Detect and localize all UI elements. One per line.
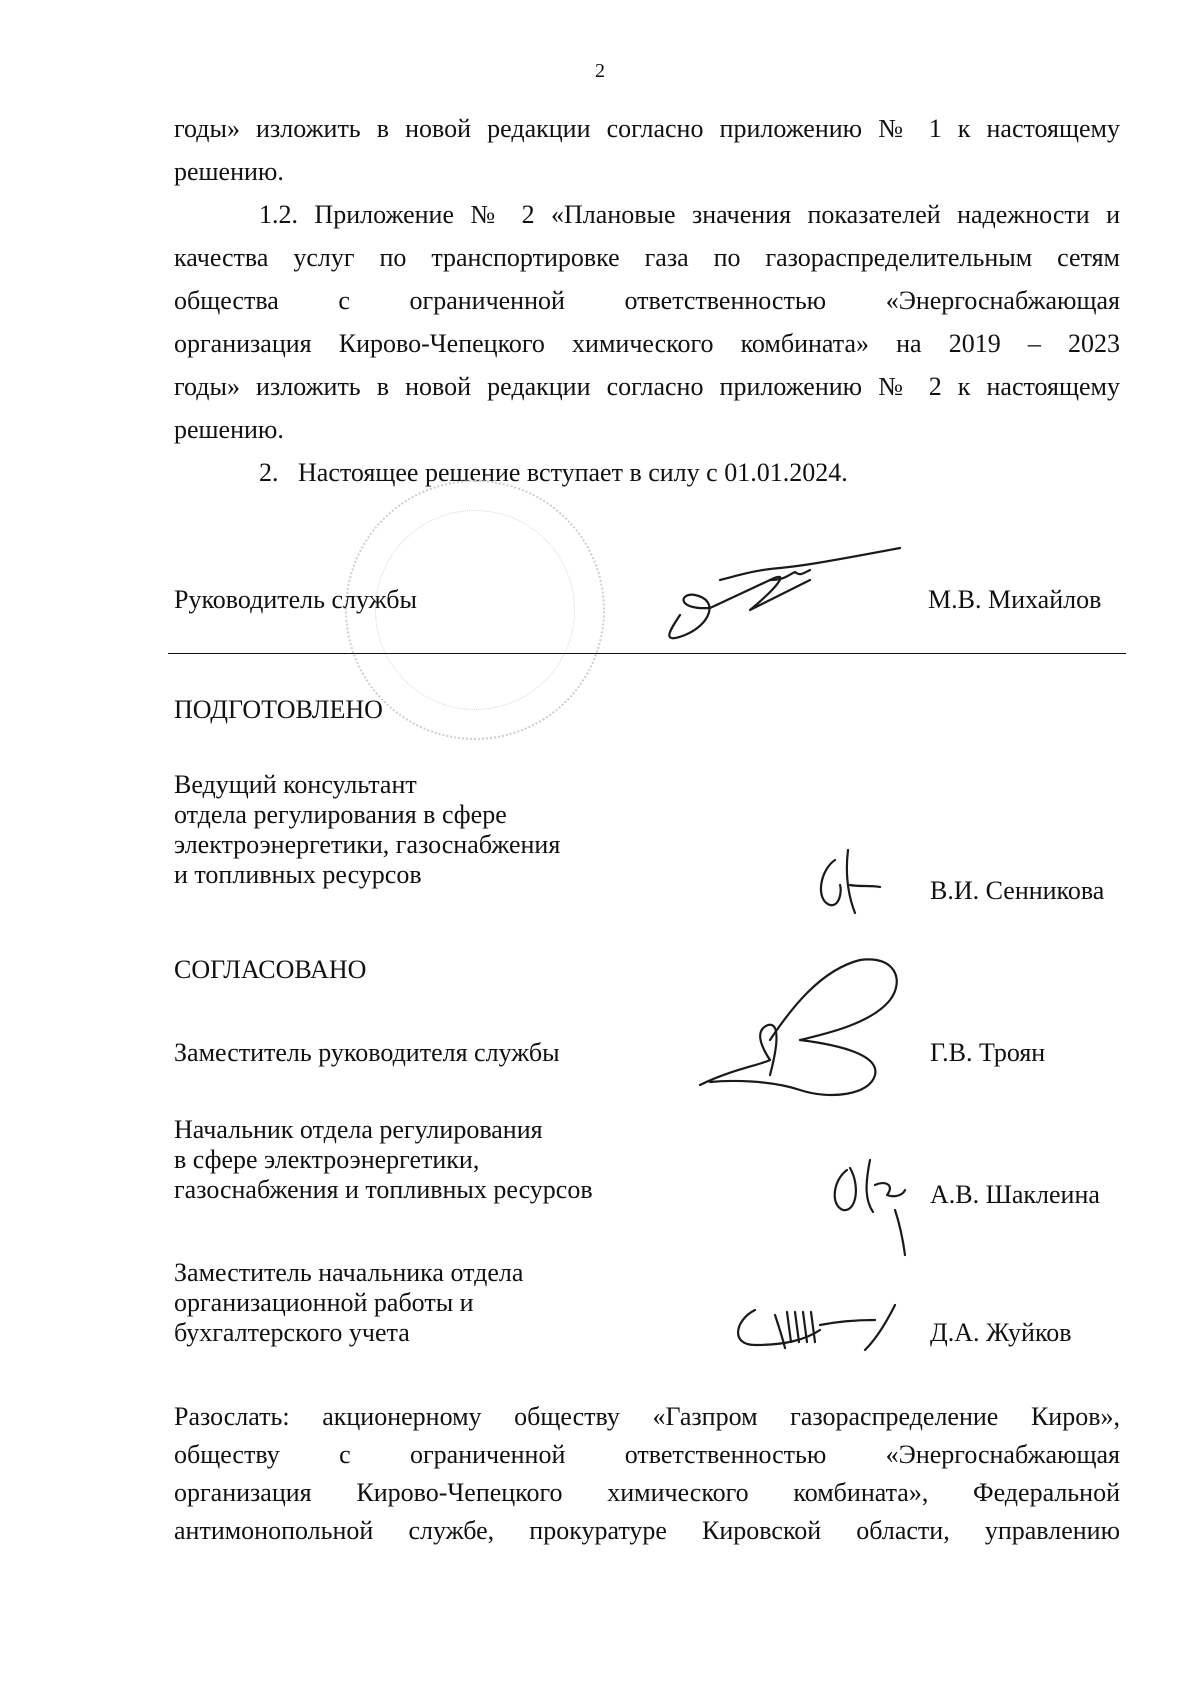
position-line: Ведущий консультант	[174, 770, 417, 799]
position-line: и топливных ресурсов	[174, 860, 422, 889]
page-number: 2	[595, 60, 605, 82]
text-line: организация Кирово-Чепецкого химического комбината», Федеральной	[174, 1478, 1120, 1507]
distribution-list	[174, 1398, 1120, 1550]
position-line: бухгалтерского учета	[174, 1318, 410, 1347]
position-line: электроэнергетики, газоснабжения	[174, 830, 561, 859]
head-name: М.В. Михайлов	[928, 585, 1102, 614]
prepared-heading: ПОДГОТОВЛЕНО	[174, 695, 383, 724]
paragraph-1	[174, 107, 1120, 193]
head-signature	[650, 540, 910, 650]
divider	[168, 653, 1126, 654]
text-line: общества с ограниченной ответственностью «Энергоснабжающая	[174, 286, 1120, 315]
position-line: организационной работы и	[174, 1288, 474, 1317]
agreed-signer-signature	[690, 950, 920, 1110]
agreed-signer-name: А.В. Шаклеина	[930, 1180, 1100, 1209]
paragraph-3: 2. Настоящее решение вступает в силу с 01.01.2024.	[259, 458, 848, 487]
agreed-signer-position	[174, 1038, 560, 1068]
text-line: организация Кирово-Чепецкого химического комбината» на 2019 – 2023	[174, 329, 1120, 358]
paragraph-2	[174, 193, 1120, 451]
agreed-signer-position	[174, 1258, 523, 1348]
position-line: в сфере электроэнергетики,	[174, 1145, 480, 1174]
agreed-signer-position	[174, 1115, 593, 1205]
agreed-signer-signature	[725, 1300, 925, 1360]
agreed-heading: СОГЛАСОВАНО	[174, 955, 367, 984]
text-line: 1.2. Приложение № 2 «Плановые значения показателей надежности и	[259, 200, 1120, 229]
agreed-signer-name: Д.А. Жуйков	[930, 1318, 1072, 1347]
position-line: Заместитель руководителя службы	[174, 1038, 560, 1067]
text-line: качества услуг по транспортировке газа по газораспределительным сетям	[174, 243, 1120, 272]
position-line: газоснабжения и топливных ресурсов	[174, 1175, 593, 1204]
text-line: решению.	[174, 415, 284, 444]
text-line: антимонопольной службе, прокуратуре Кировской области, управлению	[174, 1516, 1120, 1545]
agreed-signer-name: Г.В. Троян	[930, 1038, 1046, 1067]
position-line: Начальник отдела регулирования	[174, 1115, 543, 1144]
prepared-signature	[810, 845, 890, 925]
position-line: Заместитель начальника отдела	[174, 1258, 524, 1287]
text-line: годы» изложить в новой редакции согласно приложению № 1 к настоящему	[174, 114, 1120, 143]
position-line: отдела регулирования в сфере	[174, 800, 507, 829]
prepared-name: В.И. Сенникова	[930, 876, 1105, 905]
text-line: обществу с ограниченной ответственностью «Энергоснабжающая	[174, 1440, 1120, 1469]
agreed-signer-signature	[825, 1150, 925, 1260]
text-line: Разослать: акционерному обществу «Газпром газораспределение Киров»,	[174, 1402, 1120, 1431]
head-position: Руководитель службы	[174, 585, 417, 614]
text-line: годы» изложить в новой редакции согласно приложению № 2 к настоящему	[174, 372, 1120, 401]
prepared-position	[174, 770, 560, 890]
text-line: решению.	[174, 157, 284, 186]
